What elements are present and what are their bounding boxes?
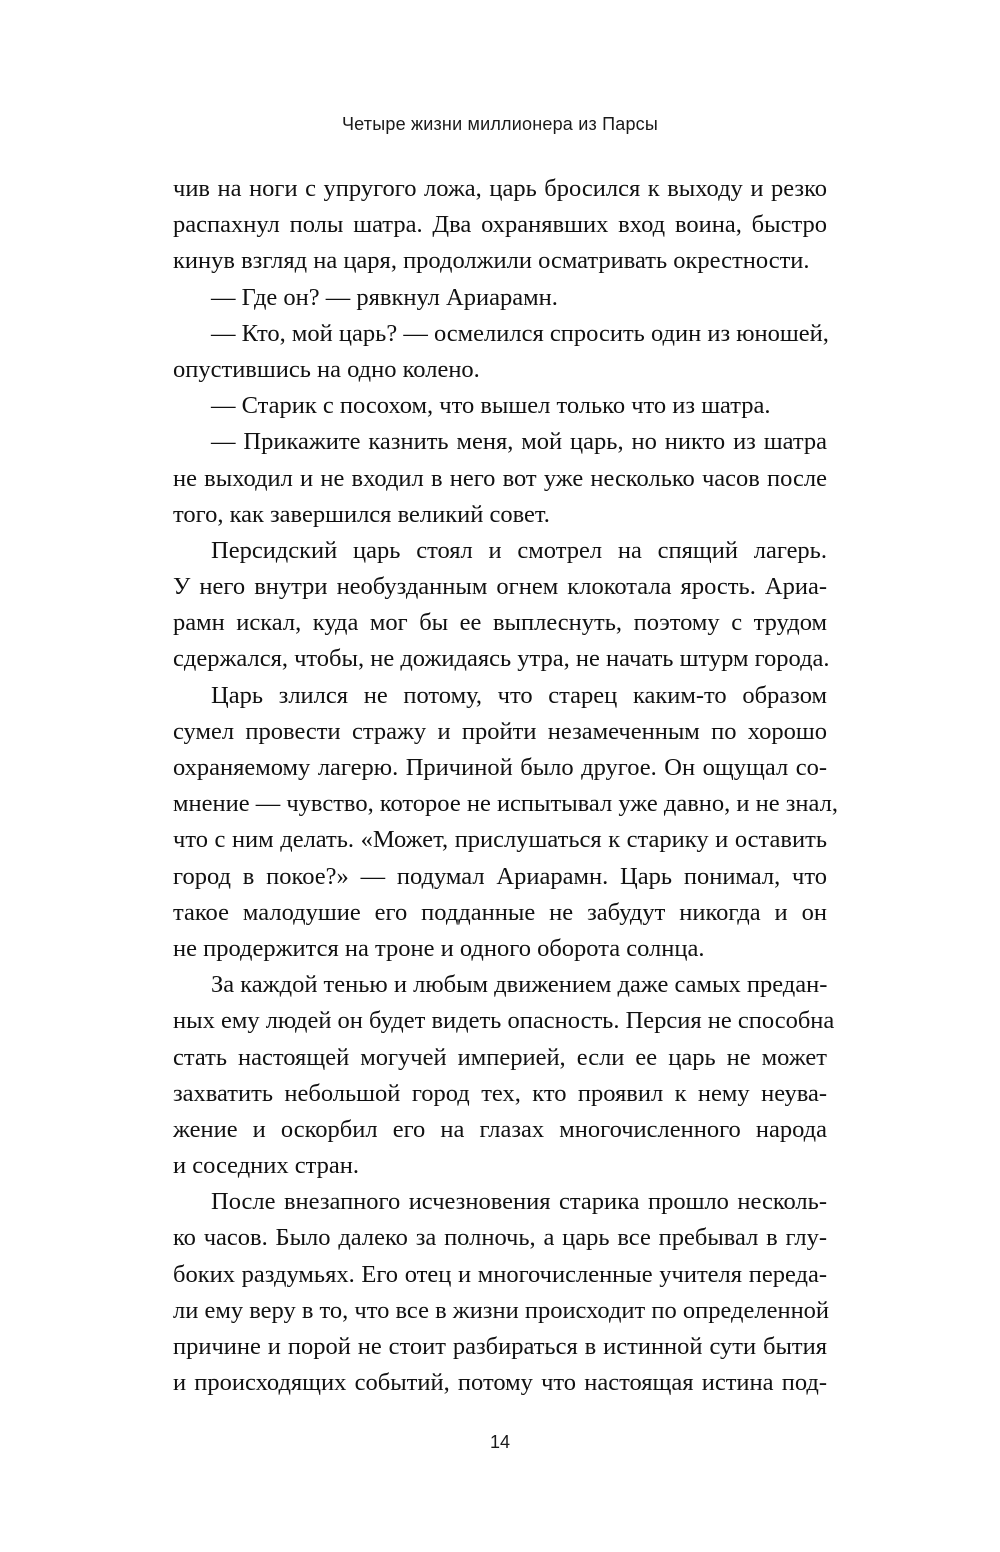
text-line: — Где он? — рявкнул Ариарамн. (211, 283, 558, 311)
text-line: ных ему людей он будет видеть опасность. Персия не способна (173, 1007, 835, 1035)
text-line: Персидский царь стоял и смотрел на спящий лагерь. (211, 536, 827, 564)
text-line: жение и оскорбил его на глазах многочисленного народа (173, 1115, 827, 1143)
text-line: Царь злился не потому, что старец каким-то образом (211, 681, 827, 709)
text-line: За каждой тенью и любым движением даже самых предан- (211, 971, 828, 999)
body-text (173, 171, 838, 1401)
text-line: сумел провести стражу и пройти незамеченным по хорошо (173, 717, 827, 745)
text-line: рамн искал, куда мог бы ее выплеснуть, поэтому с трудом (173, 609, 827, 637)
text-line: стать настоящей могучей империей, если ее царь не может (173, 1043, 827, 1071)
text-line: — Кто, мой царь? — осмелился спросить один из юношей, (211, 319, 829, 347)
text-line: боких раздумьях. Его отец и многочисленные учителя переда- (173, 1260, 827, 1288)
text-line: и соседних стран. (173, 1152, 359, 1180)
text-line: мнение — чувство, которое не испытывал уже давно, и не знал, (173, 790, 838, 818)
text-line: причине и порой не стоит разбираться в истинной сути бытия (173, 1333, 827, 1360)
text-line: кинув взгляд на царя, продолжили осматривать окрестности. (173, 247, 810, 275)
text-line: ко часов. Было далеко за полночь, а царь все пребывал в глу- (173, 1224, 827, 1252)
text-line: После внезапного исчезновения старика прошло несколь- (211, 1188, 827, 1216)
text-line: что с ним делать. «Может, прислушаться к старику и оставить (173, 826, 827, 854)
text-line: распахнул полы шатра. Два охранявших вход воина, быстро (173, 211, 827, 239)
running-head: Четыре жизни миллионера из Парсы (341, 114, 659, 134)
text-line: опустившись на одно колено. (173, 355, 480, 383)
text-line: У него внутри необузданным огнем клокотала ярость. Ариа- (173, 573, 827, 601)
text-line: не выходил и не входил в него вот уже несколько часов после (173, 464, 827, 492)
text-line: и происходящих событий, потому что настоящая истина под- (173, 1369, 827, 1397)
text-line: чив на ноги с упругого ложа, царь бросился к выходу и резко (173, 175, 827, 202)
text-line: охраняемому лагерю. Причиной было другое. Он ощущал со- (173, 754, 827, 781)
text-line: того, как завершился великий совет. (173, 500, 550, 528)
text-line: не продержится на троне и одного оборота солнца. (173, 934, 705, 962)
text-line: сдержался, чтобы, не дожидаясь утра, не начать штурм города. (173, 645, 830, 673)
text-line: город в покое?» — подумал Ариарамн. Царь понимал, что (173, 862, 827, 890)
page-number: 14 (489, 1432, 511, 1452)
text-line: такое малодушие его подданные не забудут никогда и он (173, 898, 827, 926)
text-line: ли ему веру в то, что все в жизни происходит по определенной (173, 1296, 830, 1324)
text-line: захватить небольшой город тех, кто проявил к нему неува- (173, 1079, 827, 1107)
text-line: — Прикажите казнить меня, мой царь, но никто из шатра (211, 428, 827, 456)
text-line: — Старик с посохом, что вышел только что из шатра. (211, 392, 771, 420)
